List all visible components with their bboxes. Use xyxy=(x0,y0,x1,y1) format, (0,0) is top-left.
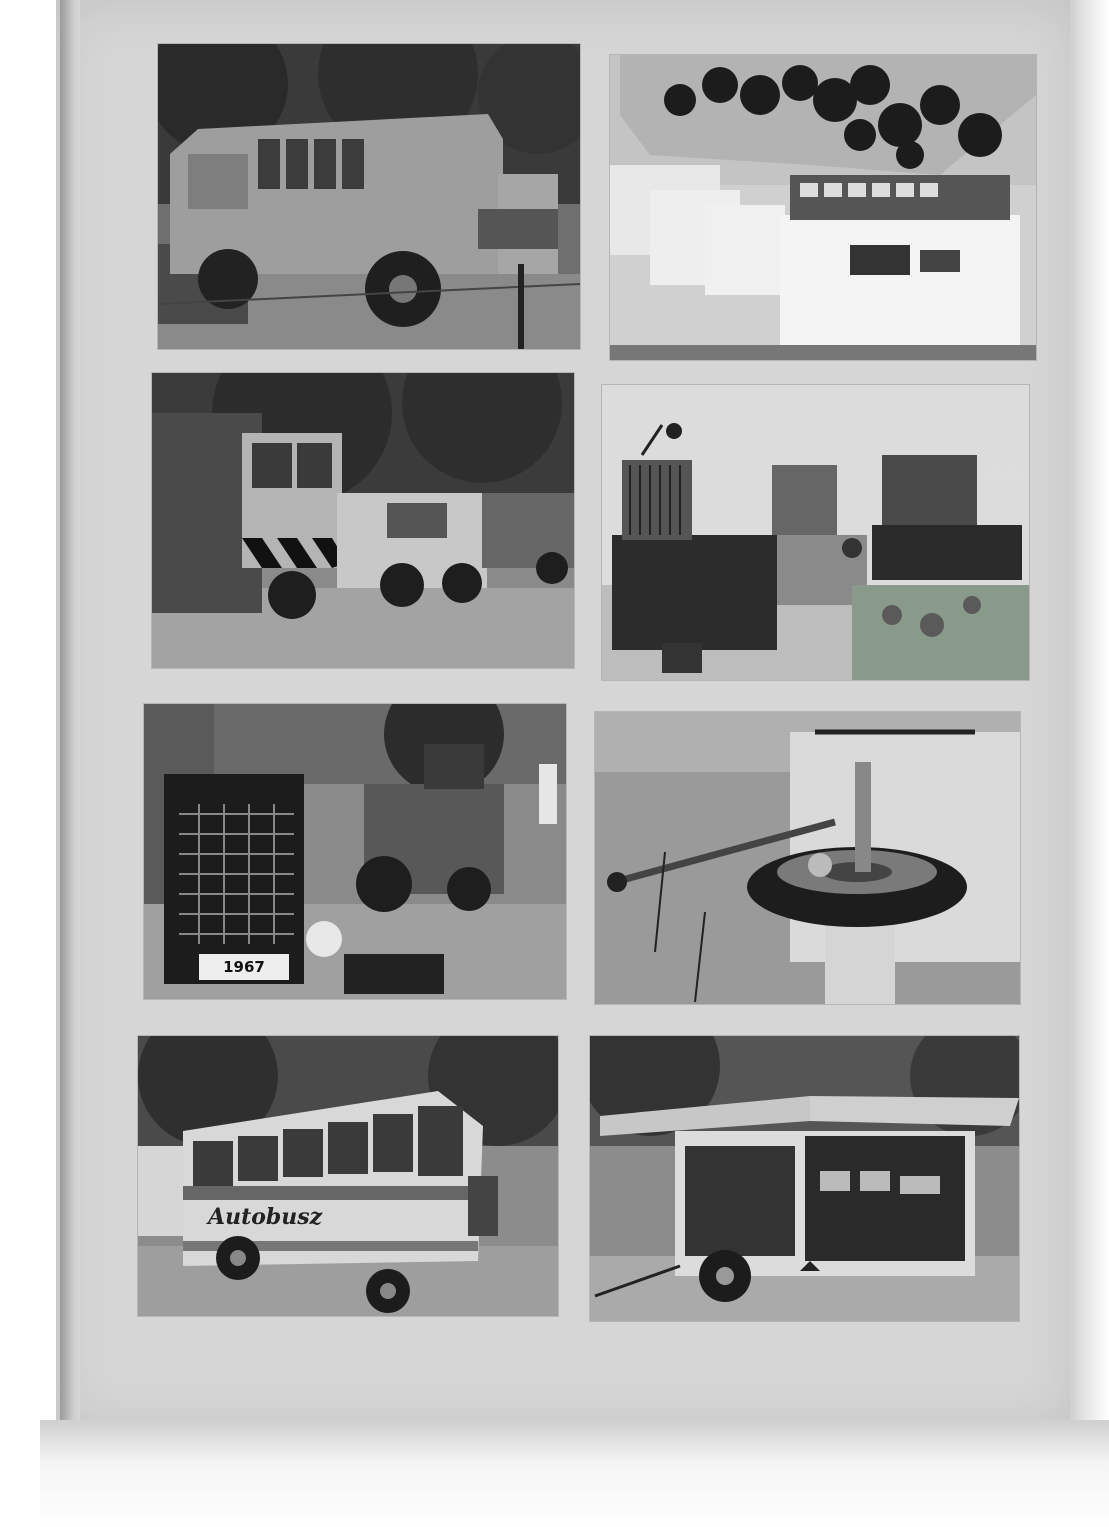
photo-minibus xyxy=(138,1036,558,1316)
photo-workshop-trailer xyxy=(590,1036,1019,1321)
photo-tyre-changer xyxy=(595,712,1020,1004)
page-binding-edge xyxy=(60,0,80,1432)
page-right-edge xyxy=(1070,0,1109,1460)
photo-fire-truck xyxy=(158,44,580,349)
license-plate-text: 1967 xyxy=(223,958,265,976)
photo-truck-grille-tractors xyxy=(144,704,566,999)
photo-pump-test-benches xyxy=(602,385,1029,680)
photo-test-benches-backdrop xyxy=(610,55,1036,360)
page-bottom-edge xyxy=(40,1420,1109,1527)
bus-side-text: Autobusz xyxy=(208,1204,323,1230)
photo-tow-truck-jeeps xyxy=(152,373,574,668)
